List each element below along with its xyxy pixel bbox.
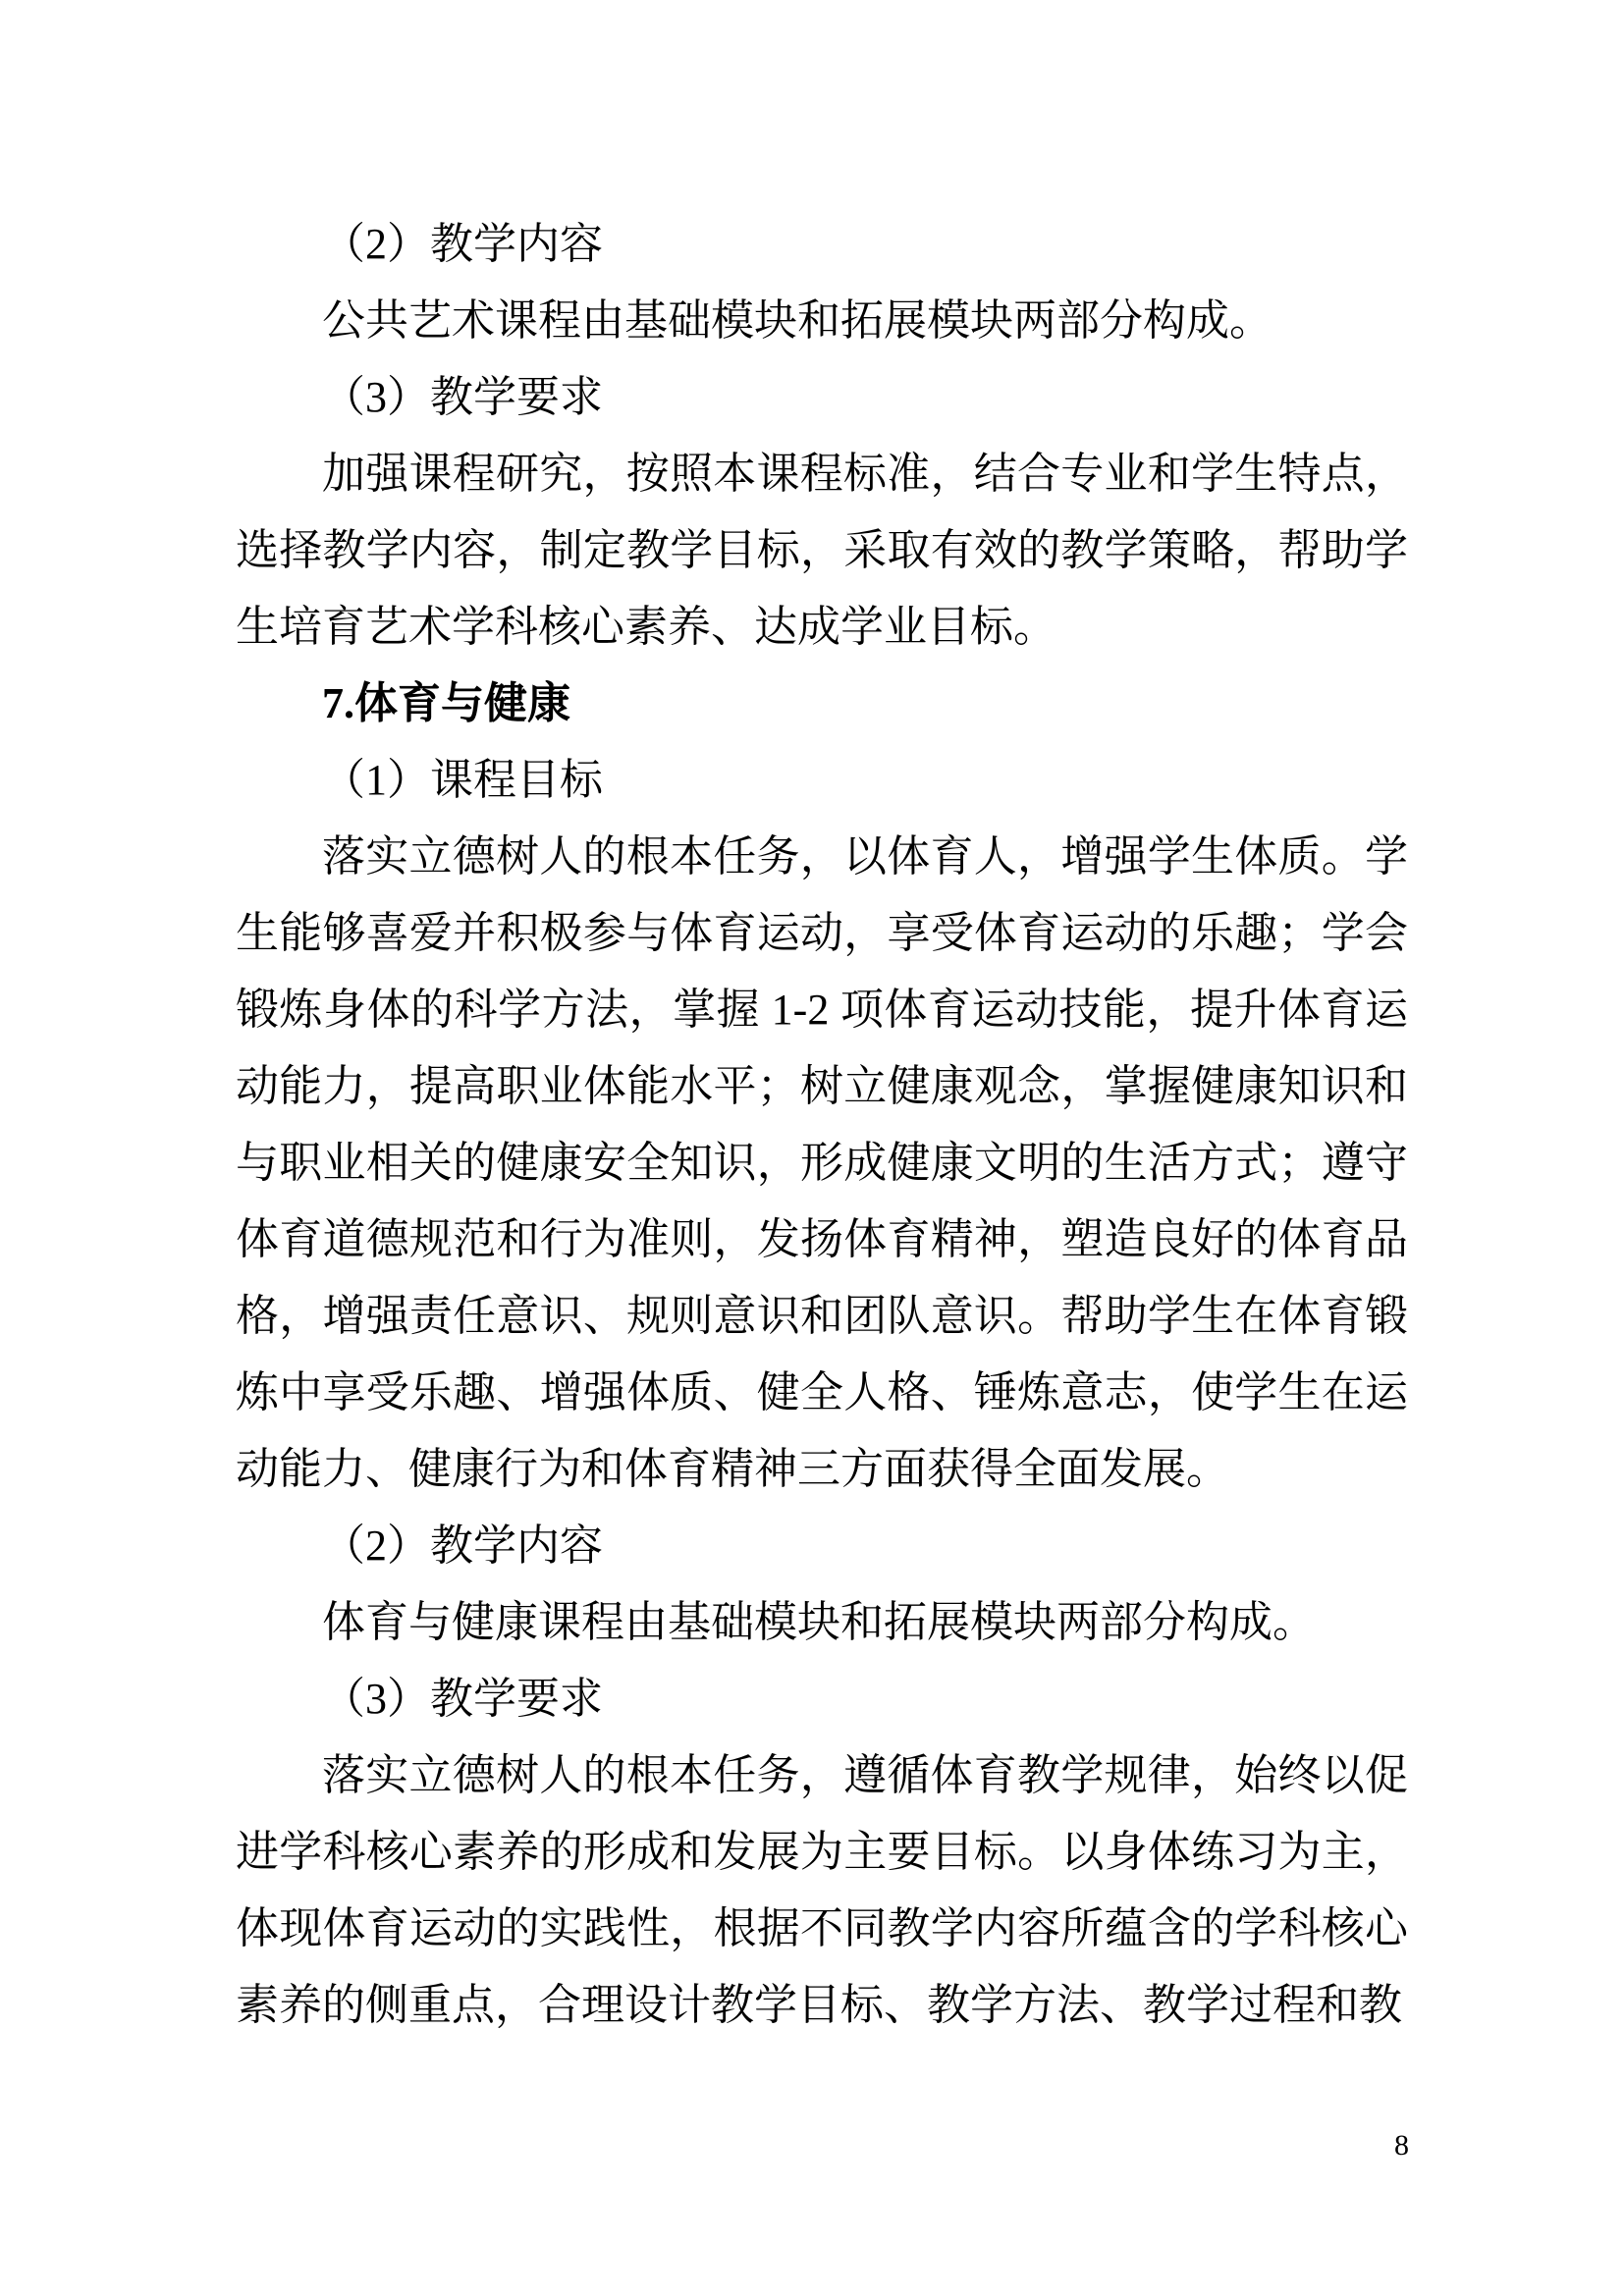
paragraph-art-teaching-requirements: 加强课程研究，按照本课程标准，结合专业和学生特点，选择教学内容，制定教学目标，采取有效的教学策略，帮助学生培育艺术学科核心素养、达成学业目标。 — [236, 450, 1408, 651]
section-label-teaching-content: （2）教学内容 — [322, 220, 603, 268]
document-text — [236, 206, 1408, 2044]
paragraph-art-course-composition: 公共艺术课程由基础模块和拓展模块两部分构成。 — [322, 296, 1272, 345]
section-label-teaching-requirements: （3）教学要求 — [322, 373, 603, 421]
page-number: 8 — [1394, 2129, 1409, 2162]
paragraph-pe-course-objectives: 落实立德树人的根本任务，以体育人，增强学生体质。学生能够喜爱并积极参与体育运动，享受体育运动的乐趣；学会锻炼身体的科学方法，掌握 1-2 项体育运动技能，提升体育运动能力，提高职业体能水平；树立健康观念，掌握健康知识和与职业相关的健康安全知识，形成健康文明的生活方式；遵守体育道德规范和行为准则，发扬体育精神，塑造良好的体育品格，增强责任意识、规则意识和团队意识。帮助学生在体育锻炼中享受乐趣、增强体质、健全人格、锤炼意志，使学生在运动能力、健康行为和体育精神三方面获得全面发展。 — [236, 832, 1408, 1493]
chapter-heading-pe-and-health: 7.体育与健康 — [322, 679, 570, 727]
paragraph-pe-course-composition: 体育与健康课程由基础模块和拓展模块两部分构成。 — [322, 1598, 1316, 1646]
section-label-teaching-requirements-2: （3）教学要求 — [322, 1675, 603, 1723]
paragraph-pe-teaching-requirements: 落实立德树人的根本任务，遵循体育教学规律，始终以促进学科核心素养的形成和发展为主要目标。以身体练习为主，体现体育运动的实践性，根据不同教学内容所蕴含的学科核心素养的侧重点，合理设计教学目标、教学方法、教学过程和教 — [236, 1751, 1408, 2029]
section-label-teaching-content-2: （2）教学内容 — [322, 1522, 603, 1570]
section-label-course-objectives: （1）课程目标 — [322, 756, 603, 804]
